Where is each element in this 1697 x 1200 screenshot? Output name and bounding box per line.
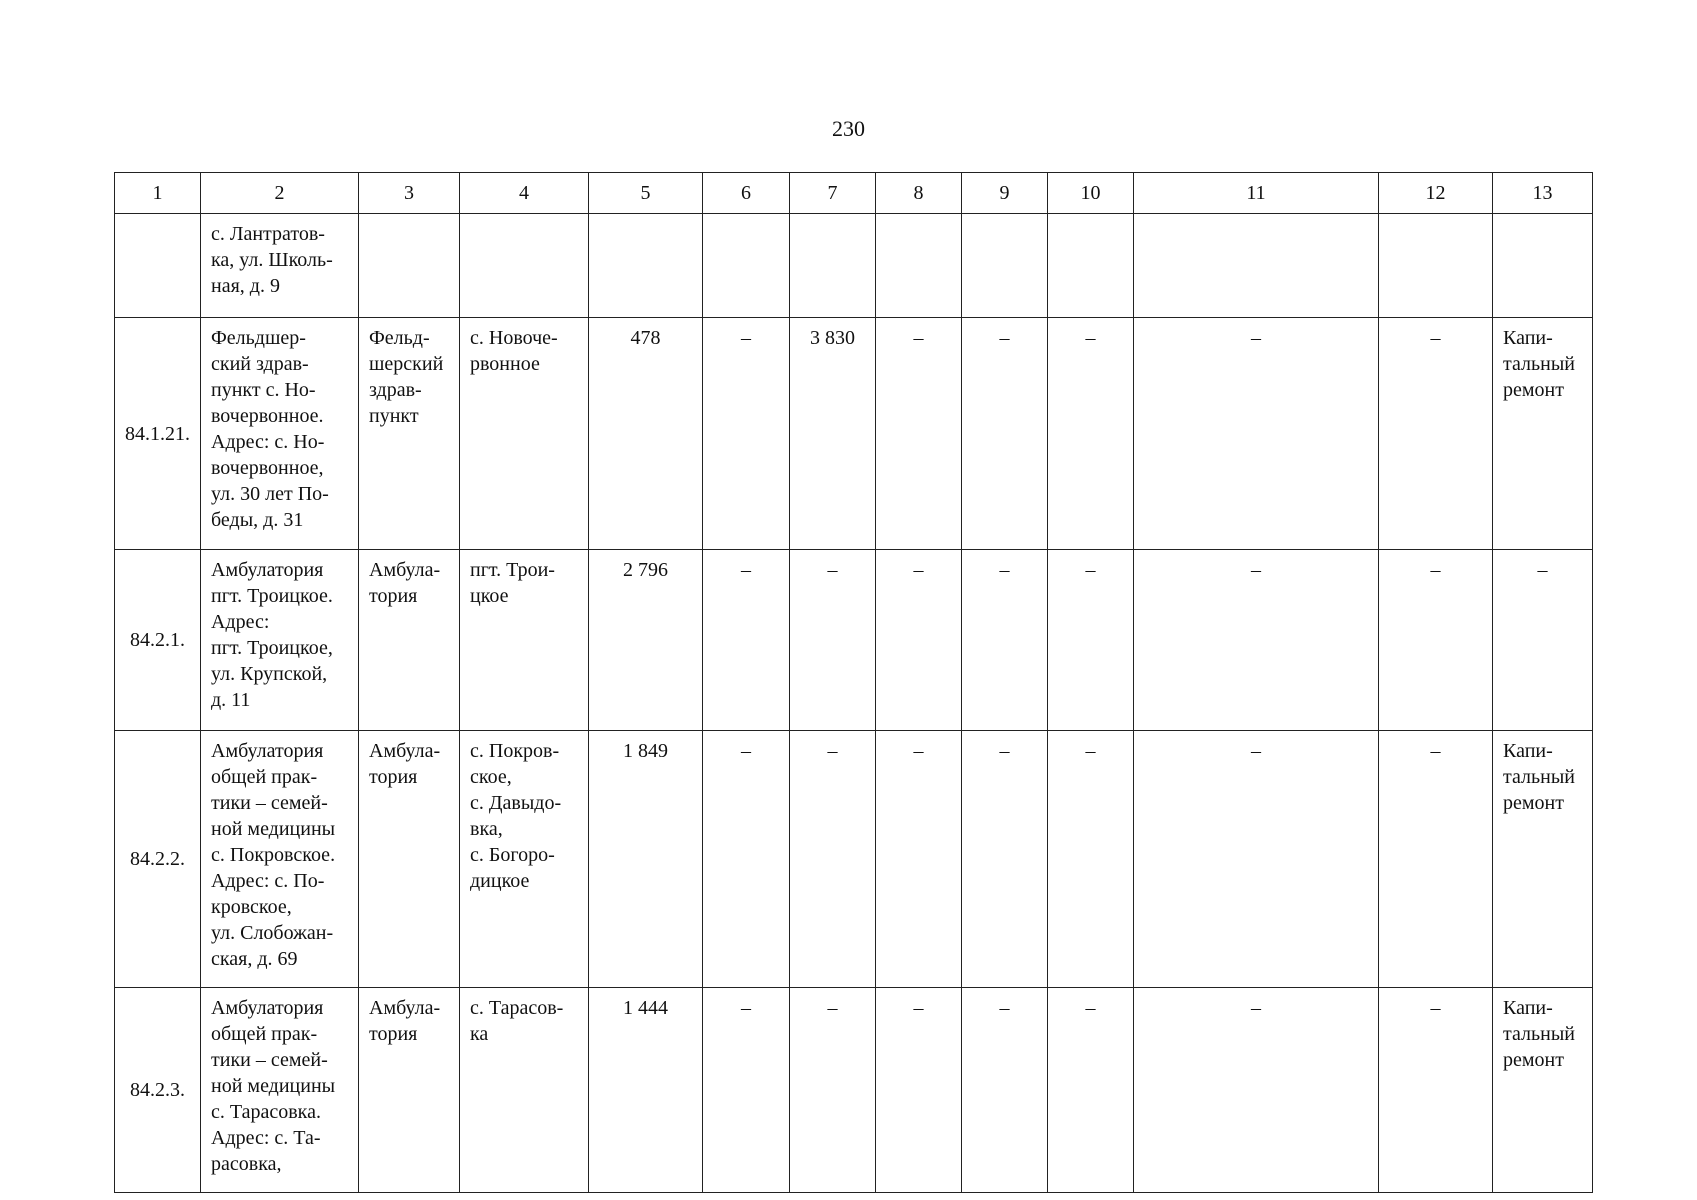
row-code: 84.2.2. bbox=[115, 731, 201, 988]
column-header: 8 bbox=[876, 173, 962, 214]
row-code: 84.2.1. bbox=[115, 550, 201, 731]
facility-name-address: с. Лантратов- ка, ул. Школь- ная, д. 9 bbox=[201, 214, 359, 318]
cell-col7: – bbox=[790, 731, 876, 988]
cell-col9: – bbox=[962, 988, 1048, 1193]
cell-col11: – bbox=[1134, 988, 1379, 1193]
column-header: 1 bbox=[115, 173, 201, 214]
column-header: 6 bbox=[703, 173, 790, 214]
served-settlements: с. Тарасов- ка bbox=[460, 988, 589, 1193]
column-header: 5 bbox=[589, 173, 703, 214]
cell-col7: – bbox=[790, 550, 876, 731]
cell-col8: – bbox=[876, 550, 962, 731]
facility-name-address: Фельдшер- ский здрав- пункт с. Но- вочервонное. Адрес: с. Но- вочервонное, ул. 30 лет По- беды, д. 31 bbox=[201, 318, 359, 550]
cell-col10: – bbox=[1048, 731, 1134, 988]
work-type: Капи- тальный ремонт bbox=[1493, 318, 1593, 550]
table-row bbox=[115, 318, 1593, 550]
served-settlements: пгт. Трои- цкое bbox=[460, 550, 589, 731]
cell-col6 bbox=[703, 214, 790, 318]
column-header: 3 bbox=[359, 173, 460, 214]
cell-col6: – bbox=[703, 988, 790, 1193]
cell-col8: – bbox=[876, 731, 962, 988]
cell-col8: – bbox=[876, 988, 962, 1193]
cell-col11 bbox=[1134, 214, 1379, 318]
data-table bbox=[114, 172, 1593, 1193]
work-type: – bbox=[1493, 550, 1593, 731]
served-settlements: с. Покров- ское, с. Давыдо- вка, с. Богоро- дицкое bbox=[460, 731, 589, 988]
column-header: 2 bbox=[201, 173, 359, 214]
served-settlements bbox=[460, 214, 589, 318]
row-code bbox=[115, 214, 201, 318]
cell-col7: – bbox=[790, 988, 876, 1193]
cell-col12: – bbox=[1379, 318, 1493, 550]
cell-col8 bbox=[876, 214, 962, 318]
cell-col11: – bbox=[1134, 731, 1379, 988]
table-row bbox=[115, 550, 1593, 731]
facility-type: Амбула- тория bbox=[359, 988, 460, 1193]
cell-col12: – bbox=[1379, 731, 1493, 988]
cell-col6: – bbox=[703, 550, 790, 731]
cell-col9: – bbox=[962, 731, 1048, 988]
facility-name-address: Амбулатория общей прак- тики – семей- ной медицины с. Покровское. Адрес: с. По- кровское, ул. Слобожан- ская, д. 69 bbox=[201, 731, 359, 988]
facility-name-address: Амбулатория пгт. Троицкое. Адрес: пгт. Троицкое, ул. Крупской, д. 11 bbox=[201, 550, 359, 731]
column-header: 4 bbox=[460, 173, 589, 214]
cell-col7 bbox=[790, 214, 876, 318]
table-row bbox=[115, 214, 1593, 318]
cell-col9: – bbox=[962, 550, 1048, 731]
column-header: 9 bbox=[962, 173, 1048, 214]
cell-col6: – bbox=[703, 731, 790, 988]
facility-type: Амбула- тория bbox=[359, 550, 460, 731]
column-header: 13 bbox=[1493, 173, 1593, 214]
facility-type: Амбула- тория bbox=[359, 731, 460, 988]
table-row bbox=[115, 988, 1593, 1193]
cell-col10: – bbox=[1048, 988, 1134, 1193]
header-row bbox=[115, 173, 1593, 214]
work-type bbox=[1493, 214, 1593, 318]
facility-type bbox=[359, 214, 460, 318]
facility-type: Фельд- шерский здрав- пункт bbox=[359, 318, 460, 550]
work-type: Капи- тальный ремонт bbox=[1493, 731, 1593, 988]
column-header: 11 bbox=[1134, 173, 1379, 214]
cell-col5: 478 bbox=[589, 318, 703, 550]
served-settlements: с. Новоче- рвонное bbox=[460, 318, 589, 550]
cell-col9: – bbox=[962, 318, 1048, 550]
page-number: 230 bbox=[832, 116, 865, 141]
cell-col7: 3 830 bbox=[790, 318, 876, 550]
row-code: 84.1.21. bbox=[115, 318, 201, 550]
column-header: 10 bbox=[1048, 173, 1134, 214]
facility-name-address: Амбулатория общей прак- тики – семей- ной медицины с. Тарасовка. Адрес: с. Та- расовка, bbox=[201, 988, 359, 1193]
cell-col9 bbox=[962, 214, 1048, 318]
column-header: 7 bbox=[790, 173, 876, 214]
cell-col10: – bbox=[1048, 318, 1134, 550]
row-code: 84.2.3. bbox=[115, 988, 201, 1193]
cell-col11: – bbox=[1134, 318, 1379, 550]
cell-col5 bbox=[589, 214, 703, 318]
cell-col11: – bbox=[1134, 550, 1379, 731]
cell-col12: – bbox=[1379, 550, 1493, 731]
table-row bbox=[115, 731, 1593, 988]
column-header: 12 bbox=[1379, 173, 1493, 214]
cell-col5: 1 444 bbox=[589, 988, 703, 1193]
cell-col8: – bbox=[876, 318, 962, 550]
cell-col5: 1 849 bbox=[589, 731, 703, 988]
work-type: Капи- тальный ремонт bbox=[1493, 988, 1593, 1193]
cell-col10 bbox=[1048, 214, 1134, 318]
cell-col6: – bbox=[703, 318, 790, 550]
cell-col5: 2 796 bbox=[589, 550, 703, 731]
cell-col12 bbox=[1379, 214, 1493, 318]
cell-col12: – bbox=[1379, 988, 1493, 1193]
cell-col10: – bbox=[1048, 550, 1134, 731]
